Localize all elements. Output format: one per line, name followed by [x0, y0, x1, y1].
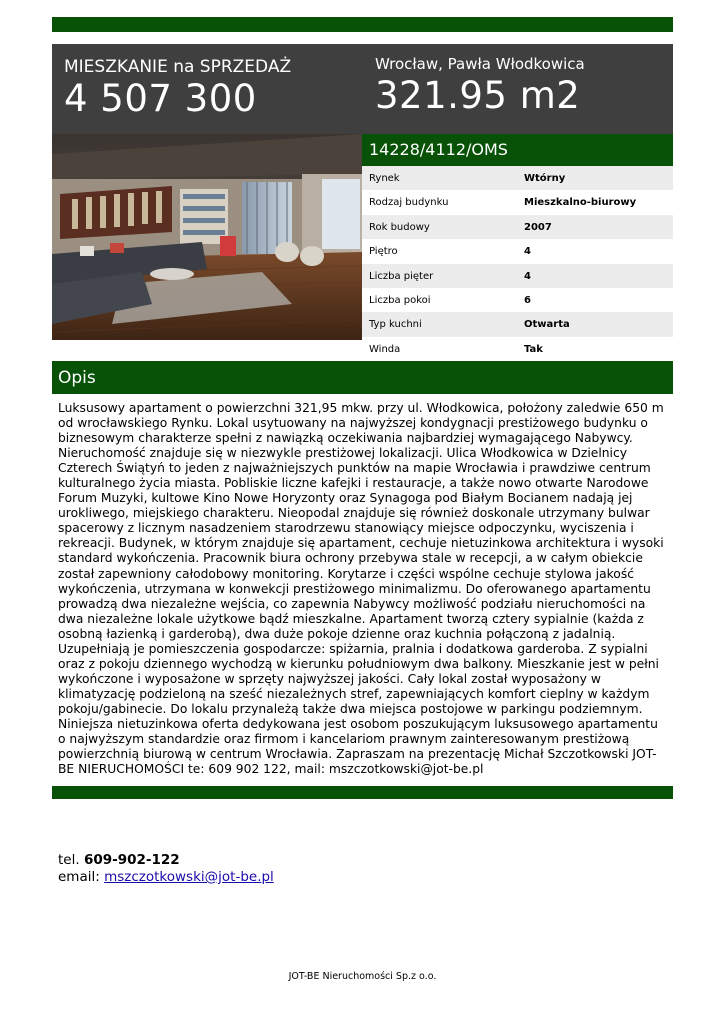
description-text: Luksusowy apartament o powierzchni 321,95 mkw. przy ul. Włodkowica, położony zaledwie 650 m od wrocławskiego Rynku. Lokal usytuowany na najwyższej kondygnacji prestiżowego budynku o biznesowym charakterze spełni z nawiązką oczekiwania najbardziej wymagającego Nabywcy. Nieruchomość znajduje się w niezwykle prestiżowej lokalizacji. Ulica Włodkowica w Dzielnicy Czterech Świątyń to jeden z najważniejszych punktów na mapie Wrocławia i prawdziwe centrum kulturalnego życia miasta. Pobliskie liczne kafejki i restauracje, a także nowo otwarte Narodowe Forum Muzyki, kultowe Kino Nowe Horyzonty oraz Synagoga pod Białym Bocianem nadają jej urokliwego, miejskiego charakteru. Nieopodal znajduje się również doskonale utrzymany bulwar spacerowy z licznym nasadzeniem starodrzewu stanowiący miejsce odpoczynku, wyciszenia i rekreacji. Budynek, w którym znajduje się apartament, cechuje nietuzinkowa architektura i wysoki standard wykończenia. Pracownik biura ochrony przebywa stale w recepcji, a w całym obiekcie został zapewniony całodobowy monitoring. Korytarze i części wspólne cechuje stylowa jakość wykończenia, utrzymana w konwekcji prestiżowego minimalizmu. Do oferowanego apartamentu prowadzą dwa niezależne wejścia, co zapewnia Nabywcy możliwość podziału nieruchomości na dwa niezależne lokale użytkowe bądź mieszkalne. Apartament tworzą cztery sypialnie (każda z osobną łazienką i garderobą), dwa duże pokoje dzienne oraz kuchnia połączoną z jadalnią. Uzupełniają je pomieszczenia gospodarcze: spiżarnia, pralnia i dodatkowa garderoba. Z sypialni oraz z pokoju dziennego wychodzą w kierunku południowym dwa balkony. Mieszkanie jest w pełni wykończone i wyposażone w sprzęty najwyższej jakości. Cały lokal został wyposażony w klimatyzację podzieloną na sześć niezależnych stref, zapewniających komfort cieplny w każdym pokoju/gabinecie. Do lokalu przynależą także dwa miejsca postojowe w parkingu podziemnym. Niniejsza nietuzinkowa oferta dedykowana jest osobom poszukującym luksusowego apartamentu o najwyższym standardzie oraz firmom i kancelariom prawnym zainteresowanym prestiżową powierzchnią biurową w centrum Wrocławia. Zapraszam na prezentację Michał Szczotkowski JOT-BE NIERUCHOMOŚCI te: 609 902 122, mail: mszczotkowski@jot-be.pl	[58, 401, 664, 777]
param-row	[362, 264, 673, 288]
email-label: email:	[58, 869, 100, 885]
bottom-accent-bar	[52, 786, 673, 799]
param-value: Wtórny	[524, 173, 566, 184]
param-row	[362, 215, 673, 239]
param-value: 6	[524, 294, 531, 306]
area: 321.95 m2	[375, 74, 581, 117]
reference-number: 14228/4112/OMS	[369, 140, 508, 159]
param-value: 4	[524, 270, 531, 282]
param-label: Liczba pięter	[369, 270, 434, 282]
param-value: 4	[524, 246, 531, 258]
param-row	[362, 337, 673, 361]
email-link[interactable]: mszczotkowski@jot-be.pl	[104, 869, 274, 885]
param-label: Typ kuchni	[369, 319, 422, 331]
email-line	[58, 869, 274, 886]
reference-number-bar	[362, 134, 673, 166]
param-label: Rodzaj budynku	[369, 197, 449, 209]
param-label: Rynek	[369, 173, 400, 184]
param-value: Otwarta	[524, 319, 570, 331]
description-heading-bar	[52, 361, 673, 394]
listing-header	[52, 44, 673, 134]
phone-number: 609-902-122	[83, 852, 180, 868]
param-label: Piętro	[369, 246, 398, 258]
phone-label: tel.	[58, 852, 80, 868]
living-room-photo	[52, 134, 362, 340]
param-label: Winda	[369, 343, 401, 355]
param-row	[362, 239, 673, 263]
phone-line	[58, 852, 274, 869]
offer-type: MIESZKANIE na SPRZEDAŻ	[64, 57, 292, 77]
param-row	[362, 190, 673, 214]
footer-company: JOT-BE Nieruchomości Sp.z o.o.	[288, 971, 437, 982]
param-value: Tak	[524, 343, 543, 355]
price: 4 507 300	[64, 77, 257, 120]
param-row	[362, 312, 673, 336]
param-label: Liczba pokoi	[369, 294, 431, 306]
param-row	[362, 166, 673, 190]
description-heading: Opis	[58, 368, 96, 388]
param-value: Mieszkalno-biurowy	[524, 197, 637, 209]
param-value: 2007	[524, 221, 552, 233]
param-label: Rok budowy	[369, 221, 430, 233]
location: Wrocław, Pawła Włodkowica	[375, 55, 585, 73]
contact-block	[58, 852, 274, 886]
top-accent-bar	[52, 17, 673, 32]
parameters-table	[362, 166, 673, 361]
param-row	[362, 288, 673, 312]
